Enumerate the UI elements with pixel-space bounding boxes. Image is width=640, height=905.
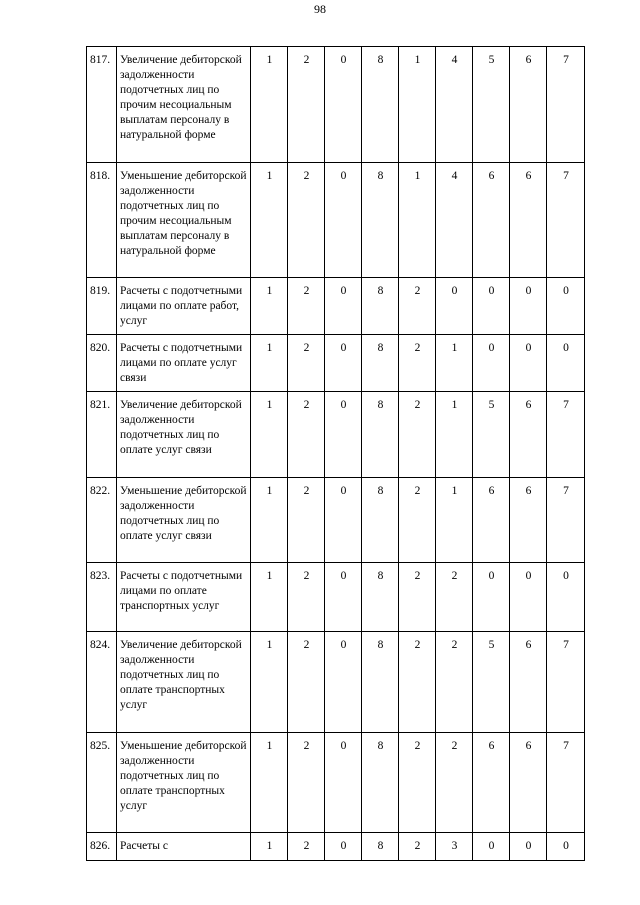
code-digit-6: 4 bbox=[436, 163, 473, 278]
table-row bbox=[87, 733, 585, 833]
table-row bbox=[87, 563, 585, 632]
code-digit-2: 2 bbox=[288, 632, 325, 733]
code-digit-3: 0 bbox=[325, 278, 362, 335]
row-number: 825. bbox=[87, 733, 117, 833]
code-digit-6: 2 bbox=[436, 563, 473, 632]
table-row bbox=[87, 392, 585, 478]
code-digit-6: 1 bbox=[436, 392, 473, 478]
table-row bbox=[87, 163, 585, 278]
code-digit-5: 2 bbox=[399, 632, 436, 733]
code-digit-3: 0 bbox=[325, 163, 362, 278]
code-digit-9: 7 bbox=[547, 163, 585, 278]
code-digit-3: 0 bbox=[325, 478, 362, 563]
row-description: Увеличение дебиторской задолженности подотчетных лиц по оплате услуг связи bbox=[117, 392, 251, 478]
code-digit-6: 2 bbox=[436, 632, 473, 733]
code-digit-7: 5 bbox=[473, 392, 510, 478]
code-digit-8: 0 bbox=[510, 278, 547, 335]
code-digit-3: 0 bbox=[325, 833, 362, 861]
code-digit-2: 2 bbox=[288, 392, 325, 478]
row-number: 823. bbox=[87, 563, 117, 632]
code-digit-1: 1 bbox=[251, 392, 288, 478]
code-digit-9: 0 bbox=[547, 335, 585, 392]
code-digit-2: 2 bbox=[288, 563, 325, 632]
code-digit-7: 0 bbox=[473, 833, 510, 861]
code-digit-7: 5 bbox=[473, 632, 510, 733]
code-digit-8: 6 bbox=[510, 163, 547, 278]
code-digit-9: 0 bbox=[547, 563, 585, 632]
code-digit-4: 8 bbox=[362, 733, 399, 833]
code-digit-8: 6 bbox=[510, 733, 547, 833]
code-digit-4: 8 bbox=[362, 392, 399, 478]
table-row bbox=[87, 833, 585, 861]
code-digit-5: 2 bbox=[399, 833, 436, 861]
code-digit-2: 2 bbox=[288, 335, 325, 392]
code-digit-1: 1 bbox=[251, 478, 288, 563]
account-codes-table bbox=[86, 46, 585, 861]
row-number: 818. bbox=[87, 163, 117, 278]
code-digit-2: 2 bbox=[288, 47, 325, 163]
code-digit-5: 2 bbox=[399, 733, 436, 833]
code-digit-1: 1 bbox=[251, 335, 288, 392]
code-digit-7: 0 bbox=[473, 563, 510, 632]
row-number: 826. bbox=[87, 833, 117, 861]
row-description: Расчеты с подотчетными лицами по оплате транспортных услуг bbox=[117, 563, 251, 632]
code-digit-7: 6 bbox=[473, 163, 510, 278]
code-digit-3: 0 bbox=[325, 563, 362, 632]
code-digit-9: 0 bbox=[547, 278, 585, 335]
code-digit-3: 0 bbox=[325, 733, 362, 833]
row-description: Увеличение дебиторской задолженности подотчетных лиц по прочим несоциальным выплатам персоналу в натуральной форме bbox=[117, 47, 251, 163]
code-digit-4: 8 bbox=[362, 632, 399, 733]
row-description: Расчеты с подотчетными лицами по оплате услуг связи bbox=[117, 335, 251, 392]
row-number: 822. bbox=[87, 478, 117, 563]
code-digit-6: 4 bbox=[436, 47, 473, 163]
code-digit-5: 2 bbox=[399, 278, 436, 335]
code-digit-7: 0 bbox=[473, 335, 510, 392]
code-digit-1: 1 bbox=[251, 47, 288, 163]
page-number: 98 bbox=[314, 2, 326, 16]
row-description: Расчеты с bbox=[117, 833, 251, 861]
row-number: 817. bbox=[87, 47, 117, 163]
code-digit-3: 0 bbox=[325, 335, 362, 392]
code-digit-1: 1 bbox=[251, 833, 288, 861]
code-digit-4: 8 bbox=[362, 278, 399, 335]
code-digit-4: 8 bbox=[362, 163, 399, 278]
code-digit-8: 0 bbox=[510, 563, 547, 632]
code-digit-1: 1 bbox=[251, 278, 288, 335]
code-digit-1: 1 bbox=[251, 563, 288, 632]
code-digit-2: 2 bbox=[288, 833, 325, 861]
code-digit-3: 0 bbox=[325, 392, 362, 478]
code-digit-8: 6 bbox=[510, 632, 547, 733]
code-digit-4: 8 bbox=[362, 47, 399, 163]
row-description: Уменьшение дебиторской задолженности подотчетных лиц по прочим несоциальным выплатам персоналу в натуральной форме bbox=[117, 163, 251, 278]
code-digit-5: 1 bbox=[399, 47, 436, 163]
code-digit-8: 6 bbox=[510, 478, 547, 563]
code-digit-6: 1 bbox=[436, 478, 473, 563]
table-row bbox=[87, 278, 585, 335]
table-row bbox=[87, 478, 585, 563]
code-digit-1: 1 bbox=[251, 163, 288, 278]
code-digit-2: 2 bbox=[288, 478, 325, 563]
code-digit-4: 8 bbox=[362, 478, 399, 563]
code-digit-9: 7 bbox=[547, 632, 585, 733]
code-digit-9: 7 bbox=[547, 47, 585, 163]
code-digit-5: 1 bbox=[399, 163, 436, 278]
table-row bbox=[87, 47, 585, 163]
code-digit-6: 0 bbox=[436, 278, 473, 335]
code-digit-7: 5 bbox=[473, 47, 510, 163]
code-digit-8: 0 bbox=[510, 833, 547, 861]
code-digit-8: 6 bbox=[510, 47, 547, 163]
code-digit-5: 2 bbox=[399, 478, 436, 563]
code-digit-5: 2 bbox=[399, 335, 436, 392]
row-number: 820. bbox=[87, 335, 117, 392]
row-number: 821. bbox=[87, 392, 117, 478]
code-digit-2: 2 bbox=[288, 163, 325, 278]
code-digit-5: 2 bbox=[399, 392, 436, 478]
code-digit-6: 3 bbox=[436, 833, 473, 861]
code-digit-6: 2 bbox=[436, 733, 473, 833]
code-digit-7: 0 bbox=[473, 278, 510, 335]
code-digit-1: 1 bbox=[251, 632, 288, 733]
code-digit-4: 8 bbox=[362, 833, 399, 861]
table-row bbox=[87, 335, 585, 392]
table-row bbox=[87, 632, 585, 733]
code-digit-5: 2 bbox=[399, 563, 436, 632]
code-digit-7: 6 bbox=[473, 478, 510, 563]
row-description: Расчеты с подотчетными лицами по оплате работ, услуг bbox=[117, 278, 251, 335]
code-digit-7: 6 bbox=[473, 733, 510, 833]
code-digit-9: 7 bbox=[547, 392, 585, 478]
code-digit-3: 0 bbox=[325, 47, 362, 163]
code-digit-8: 0 bbox=[510, 335, 547, 392]
row-description: Увеличение дебиторской задолженности подотчетных лиц по оплате транспортных услуг bbox=[117, 632, 251, 733]
row-description: Уменьшение дебиторской задолженности подотчетных лиц по оплате транспортных услуг bbox=[117, 733, 251, 833]
code-digit-2: 2 bbox=[288, 278, 325, 335]
row-number: 824. bbox=[87, 632, 117, 733]
code-digit-9: 7 bbox=[547, 478, 585, 563]
code-digit-6: 1 bbox=[436, 335, 473, 392]
row-description: Уменьшение дебиторской задолженности подотчетных лиц по оплате услуг связи bbox=[117, 478, 251, 563]
code-digit-9: 7 bbox=[547, 733, 585, 833]
code-digit-3: 0 bbox=[325, 632, 362, 733]
code-digit-9: 0 bbox=[547, 833, 585, 861]
code-digit-4: 8 bbox=[362, 335, 399, 392]
code-digit-2: 2 bbox=[288, 733, 325, 833]
code-digit-1: 1 bbox=[251, 733, 288, 833]
row-number: 819. bbox=[87, 278, 117, 335]
code-digit-8: 6 bbox=[510, 392, 547, 478]
code-digit-4: 8 bbox=[362, 563, 399, 632]
